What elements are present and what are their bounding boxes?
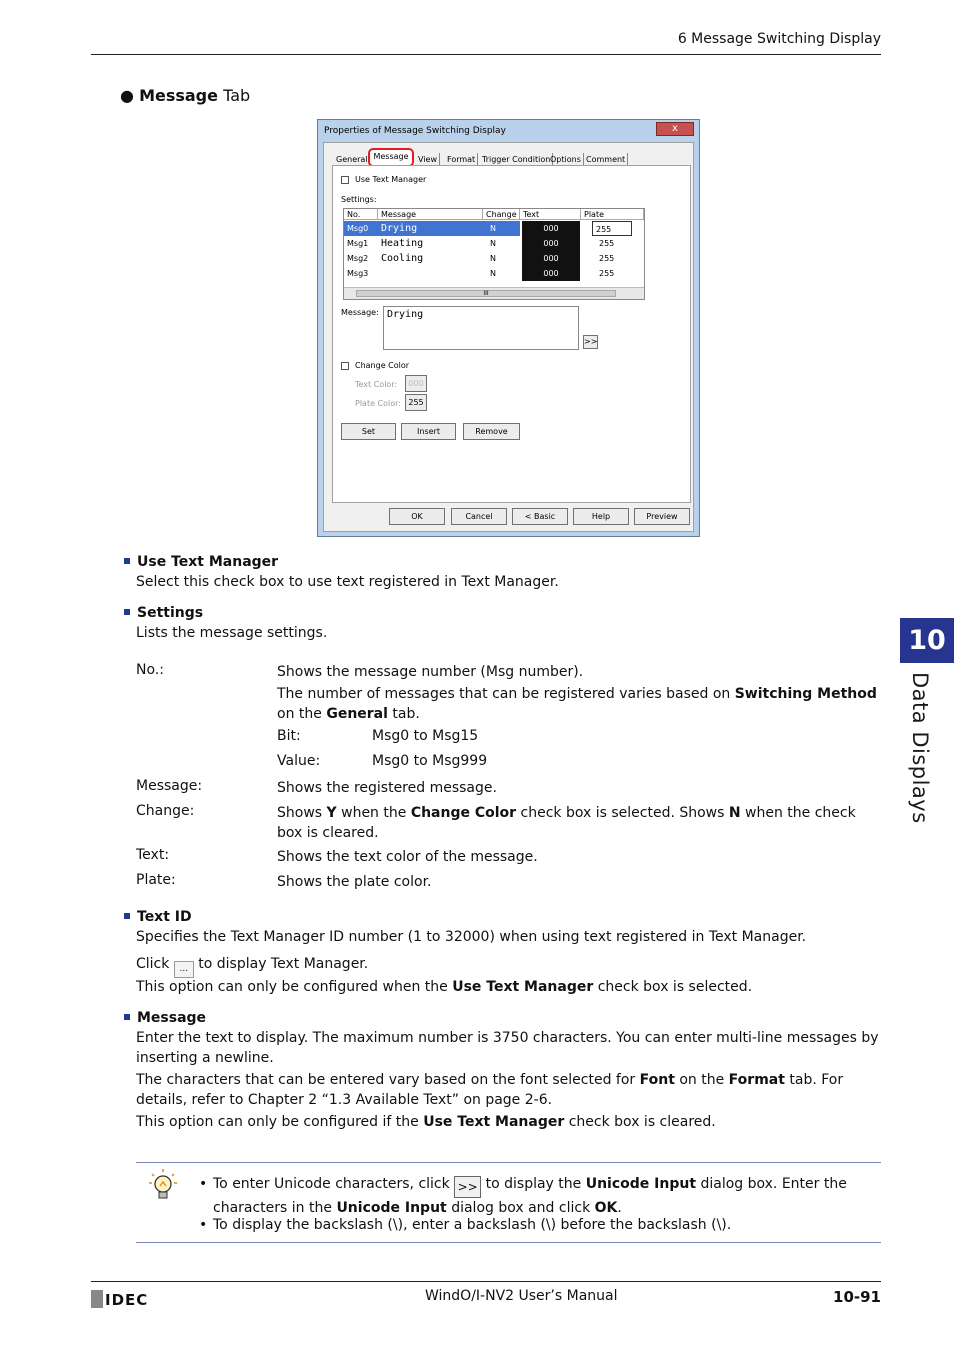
help-button[interactable]: Help bbox=[573, 508, 629, 525]
unicode-button-icon: >> bbox=[454, 1176, 481, 1198]
bullet-icon: ● bbox=[120, 86, 134, 105]
message-text-2: The characters that can be entered vary based on the font selected for Font on the Format tab. For details, refer to Chapter 2 “1.3 Available Text” on page 2-6. bbox=[136, 1072, 844, 1108]
table-row[interactable]: Msg2 Cooling N 000 255 bbox=[347, 253, 615, 264]
def-value-value: Msg0 to Msg999 bbox=[372, 753, 488, 769]
def-plate-desc: Shows the plate color. bbox=[277, 874, 432, 890]
plate-color-label: Plate Color: bbox=[355, 399, 401, 408]
col-text[interactable]: Text bbox=[520, 209, 581, 220]
table-row[interactable]: Msg3 N 000 255 bbox=[344, 266, 644, 281]
remove-button[interactable]: Remove bbox=[463, 423, 520, 440]
running-header: 6 Message Switching Display bbox=[677, 31, 881, 47]
chapter-number-tab: 10 bbox=[900, 618, 954, 663]
lightbulb-icon bbox=[148, 1168, 178, 1202]
change-color-label: Change Color bbox=[355, 361, 410, 370]
close-button[interactable]: x bbox=[656, 122, 694, 136]
use-text-manager-checkbox[interactable] bbox=[341, 176, 349, 184]
message-label: Message: bbox=[341, 308, 379, 317]
dialog-body bbox=[323, 142, 694, 532]
text-color-label: Text Color: bbox=[355, 380, 398, 389]
insert-button[interactable]: Insert bbox=[401, 423, 456, 440]
settings-label: Settings: bbox=[341, 195, 377, 204]
note-item-1: • To enter Unicode characters, click >> to display the Unicode Input dialog box. Enter the characters in the Unicode Input dialog box and click OK. bbox=[199, 1176, 847, 1216]
tab-message[interactable]: Message bbox=[368, 148, 414, 167]
def-bit-value: Msg0 to Msg15 bbox=[372, 728, 479, 744]
def-no-desc-2: The number of messages that can be registered varies based on Switching Method on the General tab. bbox=[277, 686, 877, 722]
square-bullet-icon bbox=[124, 1014, 130, 1020]
tab-view[interactable]: View bbox=[416, 153, 440, 166]
table-row[interactable]: Msg0 Drying N 000 255 bbox=[344, 221, 644, 236]
plate-color-button[interactable]: 255 bbox=[405, 394, 427, 411]
horizontal-scrollbar[interactable]: III bbox=[344, 287, 644, 299]
tab-format[interactable]: Format bbox=[445, 153, 478, 166]
def-message-label: Message: bbox=[136, 778, 203, 794]
preview-button[interactable]: Preview bbox=[634, 508, 690, 525]
def-text-label: Text: bbox=[136, 847, 170, 863]
table-row[interactable]: Msg1 Heating N 000 255 bbox=[347, 238, 615, 249]
use-text-manager-label: Use Text Manager bbox=[355, 175, 427, 184]
col-message[interactable]: Message bbox=[378, 209, 483, 220]
message-textarea[interactable]: Drying bbox=[383, 306, 579, 350]
col-plate[interactable]: Plate bbox=[581, 209, 644, 220]
header-rule bbox=[91, 54, 881, 55]
def-value-label: Value: bbox=[277, 753, 321, 769]
idec-logo: IDEC bbox=[91, 1290, 148, 1309]
chapter-side-title: Data Displays bbox=[908, 672, 932, 824]
note-rule-top bbox=[136, 1162, 881, 1163]
tab-panel bbox=[332, 165, 691, 503]
text-color-button[interactable]: 000 bbox=[405, 375, 427, 392]
dialog-title: Properties of Message Switching Display bbox=[324, 126, 506, 136]
def-no-label: No.: bbox=[136, 662, 164, 678]
message-condition: This option can only be configured if the Use Text Manager check box is cleared. bbox=[136, 1114, 716, 1130]
tab-trigger-condition[interactable]: Trigger Condition bbox=[480, 153, 553, 166]
footer-rule bbox=[91, 1281, 881, 1282]
tab-comment[interactable]: Comment bbox=[584, 153, 628, 166]
settings-grid[interactable] bbox=[343, 208, 645, 300]
text-id-click: Click ... to display Text Manager. bbox=[136, 954, 881, 978]
browse-button-icon: ... bbox=[174, 961, 194, 978]
properties-dialog bbox=[317, 119, 700, 537]
def-no-desc: Shows the message number (Msg number). bbox=[277, 664, 584, 680]
note-rule-bottom bbox=[136, 1242, 881, 1243]
def-text-desc: Shows the text color of the message. bbox=[277, 849, 538, 865]
def-plate-label: Plate: bbox=[136, 872, 176, 888]
col-no[interactable]: No. bbox=[344, 209, 378, 220]
square-bullet-icon bbox=[124, 558, 130, 564]
tab-general[interactable]: General bbox=[334, 153, 371, 166]
note-item-2: • To display the backslash (\), enter a backslash (\) before the backslash (\). bbox=[199, 1217, 732, 1233]
settings-heading: Settings bbox=[124, 605, 203, 621]
text-id-text: Specifies the Text Manager ID number (1 to 32000) when using text registered in Text Manager. bbox=[136, 929, 807, 945]
change-color-checkbox[interactable] bbox=[341, 362, 349, 370]
use-text-manager-text: Select this check box to use text registered in Text Manager. bbox=[136, 574, 559, 590]
settings-text: Lists the message settings. bbox=[136, 625, 328, 641]
square-bullet-icon bbox=[124, 609, 130, 615]
ok-button[interactable]: OK bbox=[389, 508, 445, 525]
tab-options[interactable]: Options bbox=[548, 153, 584, 166]
def-bit-label: Bit: bbox=[277, 728, 301, 744]
def-message-desc: Shows the registered message. bbox=[277, 780, 497, 796]
message-heading: Message bbox=[124, 1010, 206, 1026]
set-button[interactable]: Set bbox=[341, 423, 396, 440]
def-change-desc: Shows Y when the Change Color check box is selected. Shows N when the check box is cleared. bbox=[277, 805, 856, 841]
basic-button[interactable]: < Basic bbox=[512, 508, 568, 525]
text-id-heading: Text ID bbox=[124, 909, 192, 925]
square-bullet-icon bbox=[124, 913, 130, 919]
manual-title: WindO/I-NV2 User’s Manual bbox=[425, 1288, 618, 1304]
text-id-condition: This option can only be configured when the Use Text Manager check box is selected. bbox=[136, 979, 753, 995]
section-title: ● Message Tab bbox=[120, 86, 251, 105]
use-text-manager-heading: Use Text Manager bbox=[124, 554, 278, 570]
message-text-1: Enter the text to display. The maximum number is 3750 characters. You can enter multi-line messages by inserting a newline. bbox=[136, 1030, 879, 1066]
def-change-label: Change: bbox=[136, 803, 195, 819]
page-number: 10-91 bbox=[833, 1288, 881, 1306]
cancel-button[interactable]: Cancel bbox=[451, 508, 507, 525]
unicode-input-button[interactable]: >> bbox=[583, 335, 598, 349]
col-change[interactable]: Change bbox=[483, 209, 520, 220]
